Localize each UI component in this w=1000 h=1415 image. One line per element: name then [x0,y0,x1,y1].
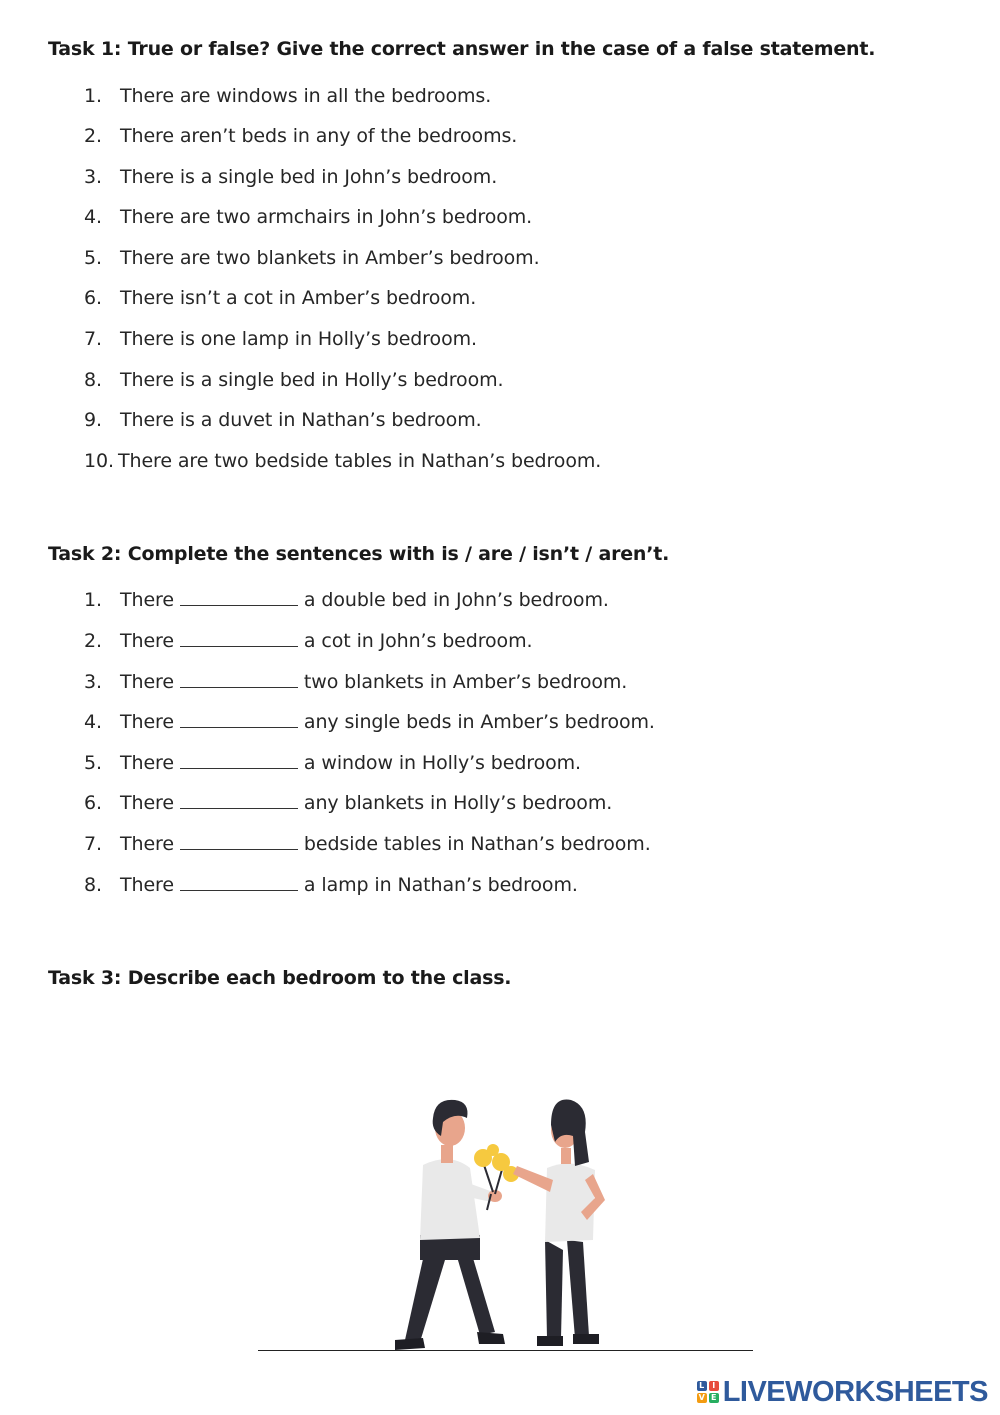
item-number: 5. [84,247,102,269]
item-end: a double bed in John’s bedroom. [303,589,609,611]
item-start: There [120,874,174,896]
list-item [84,874,578,896]
answer-blank[interactable] [180,833,298,850]
item-number: 4. [84,711,102,733]
answer-blank[interactable] [180,711,298,728]
item-start: There [120,589,174,611]
logo-mark-letter: I [709,1381,719,1391]
item-number: 2. [84,630,102,652]
item-text: There are two armchairs in John’s bedroom. [120,206,533,228]
item-number: 9. [84,409,102,431]
list-item [84,711,655,733]
answer-blank[interactable] [180,671,298,688]
item-start: There [120,752,174,774]
logo-mark-letter: L [697,1381,707,1391]
item-text: There are two blankets in Amber’s bedroom. [120,247,540,269]
item-start: There [120,671,174,693]
list-item [84,792,612,814]
list-item [84,409,482,431]
liveworksheets-logo-icon [697,1381,719,1403]
list-item [84,125,517,147]
item-number: 10. [84,450,114,472]
item-text: There is a single bed in John’s bedroom. [120,166,498,188]
item-number: 2. [84,125,102,147]
ground-line [258,1350,753,1351]
list-item [84,247,540,269]
item-number: 1. [84,589,102,611]
item-start: There [120,833,174,855]
logo-mark-letter: V [698,1393,705,1402]
item-text: There aren’t beds in any of the bedrooms. [120,125,518,147]
item-start: There [120,792,174,814]
item-text: There are windows in all the bedrooms. [120,85,492,107]
item-end: any single beds in Amber’s bedroom. [303,711,655,733]
item-end: a lamp in Nathan’s bedroom. [303,874,578,896]
item-start: There [120,630,174,652]
item-number: 1. [84,85,102,107]
item-end: a window in Holly’s bedroom. [303,752,581,774]
item-number: 5. [84,752,102,774]
item-text: There are two bedside tables in Nathan’s bedroom. [118,450,602,472]
item-end: any blankets in Holly’s bedroom. [303,792,613,814]
task3-title: Task 3: Describe each bedroom to the class. [48,967,512,989]
list-item [84,833,651,855]
item-number: 7. [84,328,102,350]
man-figure [395,1100,505,1350]
logo-text: LIVEWORKSHEETS [722,1375,988,1408]
item-number: 3. [84,671,102,693]
item-number: 8. [84,369,102,391]
answer-blank[interactable] [180,792,298,809]
item-end: a cot in John’s bedroom. [303,630,533,652]
list-item [84,671,627,693]
list-item [84,450,601,472]
list-item [84,287,476,309]
item-number: 4. [84,206,102,228]
list-item [84,166,497,188]
woman-figure [513,1100,605,1346]
item-number: 3. [84,166,102,188]
list-item [84,630,532,652]
answer-blank[interactable] [180,589,298,606]
list-item [84,752,581,774]
logo-mark-letter: E [709,1393,719,1403]
item-number: 8. [84,874,102,896]
item-text: There isn’t a cot in Amber’s bedroom. [120,287,477,309]
list-item [84,85,491,107]
task1-title: Task 1: True or false? Give the correct answer in the case of a false statement. [48,38,876,60]
list-item [84,328,477,350]
item-start: There [120,711,174,733]
list-item [84,206,532,228]
list-item [84,369,503,391]
item-number: 6. [84,792,102,814]
item-number: 6. [84,287,102,309]
task2-title: Task 2: Complete the sentences with is / are / isn’t / aren’t. [48,543,670,565]
item-end: two blankets in Amber’s bedroom. [303,671,628,693]
item-text: There is a single bed in Holly’s bedroom. [120,369,504,391]
item-text: There is a duvet in Nathan’s bedroom. [120,409,482,431]
item-number: 7. [84,833,102,855]
answer-blank[interactable] [180,630,298,647]
answer-blank[interactable] [180,752,298,769]
answer-blank[interactable] [180,874,298,891]
item-end: bedside tables in Nathan’s bedroom. [303,833,651,855]
list-item [84,589,609,611]
liveworksheets-logo [697,1374,988,1410]
item-text: There is one lamp in Holly’s bedroom. [120,328,477,350]
couple-with-flowers-illustration [255,1070,755,1360]
